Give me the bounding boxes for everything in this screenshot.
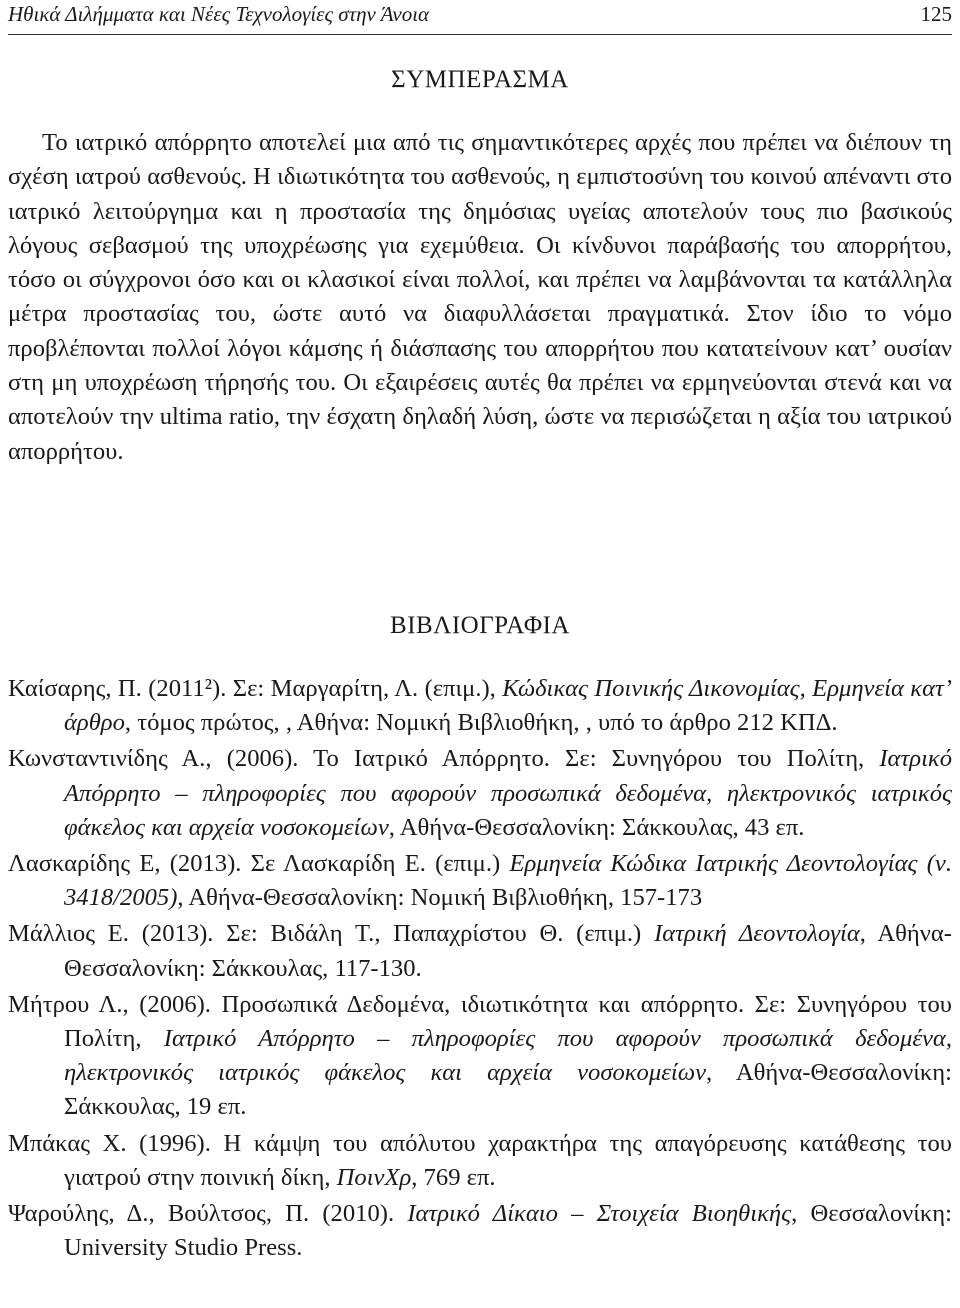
entry-text: , Αθήνα-Θεσσαλονίκη: Σάκκουλας, 19 επ.: [64, 1059, 952, 1121]
bibliography-entry: [8, 847, 952, 915]
bibliography-list: [8, 672, 952, 1267]
header-rule: [8, 34, 952, 35]
entry-text: Λασκαρίδης Ε, (2013). Σε Λασκαρίδη Ε. (επιμ.): [8, 850, 510, 878]
entry-text: Μάλλιος Ε. (2013). Σε: Βιδάλη Τ., Παπαχρίστου Θ. (επιμ.): [8, 920, 655, 948]
entry-text: Μπάκας Χ. (1996). Η κάμψη του απόλυτου χαρακτήρα της απαγόρευσης κατάθεσης του γιατρού στην ποινική δίκη,: [8, 1129, 952, 1191]
entry-text: Ψαρούλης, Δ., Βούλτσος, Π. (2010).: [8, 1200, 408, 1228]
bibliography-entry: [8, 672, 952, 740]
entry-text: Μήτρου Λ., (2006). Προσωπικά Δεδομένα, ιδιωτικότητα και απόρρητο. Σε: Συνηγόρου του Πολίτη,: [8, 990, 952, 1053]
bibliography-entry: [8, 1197, 952, 1265]
entry-title: Κώδικας Ποινικής Δικονομίας, Ερμηνεία κατ’ άρθρο: [64, 675, 952, 737]
page-header: [8, 0, 952, 28]
bibliography-entry: [8, 1127, 952, 1195]
bibliography-entry: [8, 742, 952, 845]
entry-title: ΠοινΧρ: [336, 1163, 412, 1191]
entry-text: , Αθήνα-Θεσσαλονίκη: Σάκκουλας, 117-130.: [64, 920, 952, 982]
entry-text: , 769 επ.: [411, 1163, 496, 1191]
conclusion-paragraph: Το ιατρικό απόρρητο αποτελεί μια από τις σημαντικότερες αρχές που πρέπει να διέπουν τη σχέση ιατρού ασθενούς. Η ιδιωτικότητα του ασθενούς, η εμπιστοσύνη του κοινού απέναντι στο ιατρικό λειτούργημα και η προστασία της δημόσιας υγείας αποτελούν τους πιο βασικούς λόγους σεβασμού της υποχρέωσης για εχεμύθεια. Οι κίνδυνοι παράβασής του απορρήτου, τόσο οι σύγχρονοι όσο και οι κλασικοί είναι πολλοί, και πρέπει να λαμβάνονται τα κατάλληλα μέτρα προστασίας του, ώστε αυτό να διαφυλλάσεται πραγματικά. Στον ίδιο το νόμο προβλέπονται πολλοί λόγοι κάμσης ή διάσπασης του απορρήτου που κατατείνουν κατ’ ουσίαν στη μη υποχρέωση τήρησής του. Οι εξαιρέσεις αυτές θα πρέπει να ερμηνεύονται στενά και να αποτελούν την ultima ratio, την έσχατη δηλαδή λύση, ώστε να περισώζεται η αξία του ιατρικού απορρήτου.: [8, 129, 952, 465]
bibliography-entry: [8, 917, 952, 985]
entry-text: , Αθήνα-Θεσσαλονίκη: Σάκκουλας, 43 επ.: [388, 813, 805, 841]
conclusion-heading: ΣΥΜΠΕΡΑΣΜΑ: [391, 66, 569, 93]
entry-title: Ιατρικό Απόρρητο – πληροφορίες που αφορούν προσωπικά δεδομένα, ηλεκτρονικός ιατρικός φάκελος και αρχεία νοσοκομείων: [64, 745, 952, 841]
entry-text: Κωνσταντινίδης Α., (2006). Το Ιατρικό Απόρρητο. Σε: Συνηγόρου του Πολίτη,: [8, 745, 880, 773]
entry-text: , τόμος πρώτος, , Αθήνα: Νομική Βιβλιοθήκη, , υπό το άρθρο 212 ΚΠΔ.: [124, 709, 838, 737]
page-number: 125: [920, 1, 952, 26]
entry-text: , Θεσσαλονίκη: University Studio Press.: [64, 1200, 952, 1262]
running-title: Ηθικά Διλήμματα και Νέες Τεχνολογίες στην Άνοια: [8, 1, 430, 26]
entry-text: , Αθήνα-Θεσσαλονίκη: Νομική Βιβλιοθήκη, 157-173: [177, 884, 703, 912]
entry-title: Ιατρικό Δίκαιο – Στοιχεία Βιοηθικής: [407, 1200, 792, 1228]
entry-text: Καίσαρης, Π. (2011²). Σε: Μαργαρίτη, Λ. (επιμ.),: [8, 675, 503, 702]
entry-title: Ιατρική Δεοντολογία: [654, 920, 860, 948]
entry-title: Ερμηνεία Κώδικα Ιατρικής Δεοντολογίας (ν. 3418/2005): [64, 850, 952, 912]
bibliography-heading: ΒΙΒΛΙΟΓΡΑΦΙΑ: [390, 612, 570, 639]
bibliography-entry: [8, 988, 952, 1125]
entry-title: Ιατρικό Απόρρητο – πληροφορίες που αφορούν προσωπικά δεδομένα, ηλεκτρονικός ιατρικός φάκελος και αρχεία νοσοκομείων: [64, 1025, 952, 1087]
